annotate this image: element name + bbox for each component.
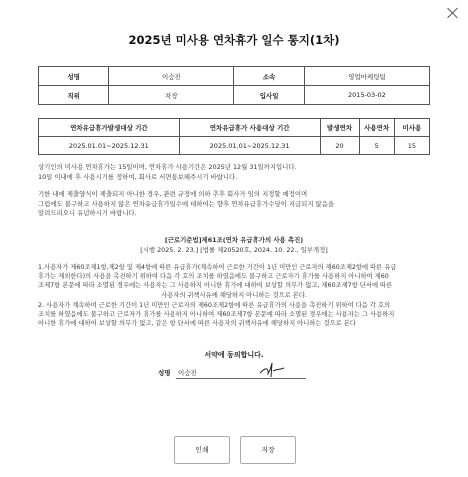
law-clause-1 [38, 263, 430, 300]
dept-header: 소속 [234, 67, 304, 86]
unused-header: 미사용 [394, 119, 429, 137]
dept-value: 영업마케팅팀 [304, 67, 429, 86]
agreement-text: 서약에 동의합니다. [204, 351, 264, 359]
law-line: 아니한 휴가에 대하여 보상할 의무가 없고, 같은 항 단서에 따른 사용자의 귀책사유에 해당하지 아니하는 것으로 본다 [38, 320, 356, 328]
leave-summary-table [38, 118, 430, 155]
close-icon[interactable] [446, 6, 460, 20]
law-line: 조제7항 본문에 따라 소멸된 경우에는 사용자는 그 사용하지 아니한 휴가에 대하여 보상할 의무가 없고, 제60조제7항 단서에 따른 [38, 282, 393, 290]
law-line: 2. 사용자가 계속하여 근로한 기간이 1년 미만인 근로자의 제60조제2항에 따른 유급휴가의 사용을 촉진하기 위하여 다음 각 호의 [38, 302, 391, 309]
notice-line: 그럼에도 불구하고 사용하지 않은 연차유급휴가일수에 대하여는 향후 연차유급휴가수당이 지급되지 않음을 [38, 199, 335, 208]
name-header: 성명 [39, 67, 109, 86]
signature-name: 이승진 [178, 369, 197, 377]
used-header: 사용연차 [359, 119, 394, 137]
position-header: 직위 [39, 86, 109, 105]
law-clause-2 [38, 301, 430, 329]
notice-line: 기한 내에 제출양식이 제출되지 아니한 경우, 관련 규정에 의하 추후 회사가 임의 지정할 예정이며 [38, 190, 308, 198]
occur-period-header: 연차유급휴가발생대상 기간 [39, 119, 180, 137]
employee-info-table [38, 66, 430, 105]
join-date-value: 2015-03-02 [304, 86, 429, 105]
occurred-value: 20 [320, 137, 359, 155]
save-button[interactable]: 저장 [240, 436, 296, 464]
notice-line: 상기인의 미사용 연차휴가는 15일이며, 연차휴가 사용기간은 2025년 12월 31일까지입니다. [38, 163, 297, 171]
notice-line: 10일 이내에 후 사용시기를 정하여, 회사로 서면통보해주시기 바랍니다. [38, 172, 238, 181]
notice-line: 알려드리오니 유념하시기 바랍니다. [38, 209, 137, 217]
law-line: 휴가는 제외한다)의 사용을 촉진하기 위하여 다음 각 호의 조치를 하였음에도 불구하고 근로자가 휴가를 사용하지 아니하여 제60 [38, 273, 389, 281]
unused-value: 15 [394, 137, 429, 155]
law-line: 조치를 하였음에도 불구하고 근로자가 휴가를 사용하지 아니하여 제60조제7항 본문에 따라 소멸된 경우에는 사용자는 그 사용하지 [38, 311, 395, 319]
position-value: 차장 [109, 86, 234, 105]
law-line: 사용자의 귀책사유에 해당하지 아니하는 것으로 본다. [161, 291, 307, 299]
use-period-header: 연차유급휴가 사용대상 기간 [179, 119, 320, 137]
used-value: 5 [359, 137, 394, 155]
join-date-header: 입사일 [234, 86, 304, 105]
signature-label: 성명 [158, 369, 171, 377]
page-title: 2025년 미사용 연차휴가 일수 통지(1차) [128, 33, 340, 47]
occurred-header: 발생연차 [320, 119, 359, 137]
notice-paragraph-2 [38, 190, 430, 219]
handwritten-signature [258, 361, 288, 379]
occur-period-value: 2025.01.01~2025.12.31 [39, 137, 180, 155]
use-period-value: 2025.01.01~2025.12.31 [179, 137, 320, 155]
notice-paragraph-1 [38, 163, 430, 182]
name-value: 이승진 [109, 67, 234, 86]
law-subtitle: [시행 2025. 2. 23.] [법률 제20520호, 2024. 10. 22., 일부개정] [140, 245, 328, 254]
law-line: 1.사용자가 제60조제1항,제2항 및 제4항에 따른 유급휴가(계속하여 근로한 기간이 1년 미만인 근로자의 제60조제2항에 따른 유급 [38, 264, 397, 271]
law-heading [38, 236, 430, 255]
signature-row [158, 365, 308, 379]
law-title: [근로기준법]제61조(연차 유급휴가의 사용 촉진) [164, 236, 304, 244]
print-button[interactable]: 인쇄 [174, 436, 230, 464]
